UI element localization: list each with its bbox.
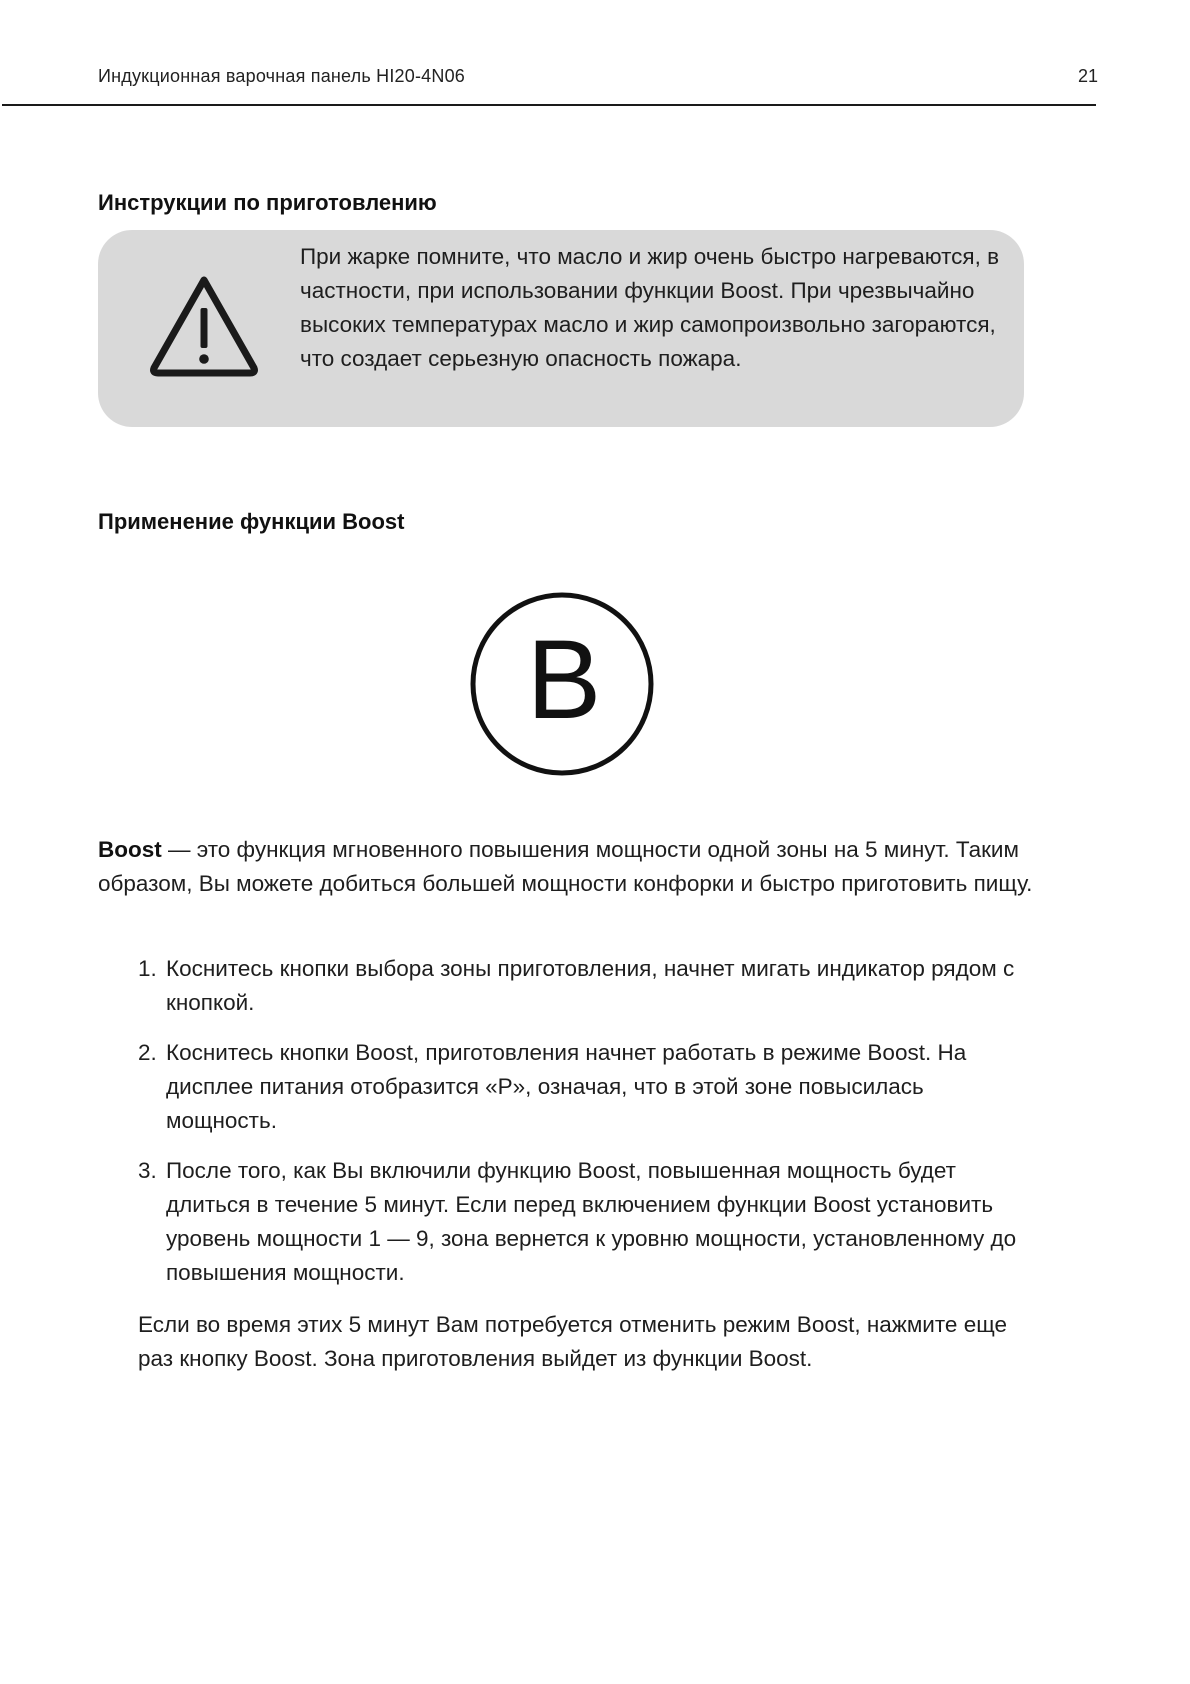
step-text: После того, как Вы включили функцию Boost, повышенная мощность будет длиться в течение 5 минут. Если перед включением функции Boost установить уровень мощности 1 — 9, зона вернется к уровню мощности, установленному до повышения мощности.	[166, 1158, 1017, 1285]
header-divider	[2, 104, 1096, 106]
boost-intro-text: — это функция мгновенного повышения мощности одной зоны на 5 минут. Таким образом, Вы можете добиться большей мощности конфорки и быстро приготовить пищу.	[98, 837, 1033, 896]
boost-section-heading: Применение функции Boost	[98, 509, 405, 534]
step-text: Коснитесь кнопки выбора зоны приготовления, начнет мигать индикатор рядом с кнопкой.	[166, 956, 1015, 1015]
warning-callout	[98, 230, 1024, 427]
boost-b-icon	[468, 590, 656, 778]
list-item	[138, 1036, 1038, 1138]
page-number: 21	[1077, 66, 1098, 86]
list-item	[138, 1154, 1038, 1290]
step-number: 1.	[138, 956, 157, 981]
document-title: Индукционная варочная панель HI20-4N06	[98, 66, 465, 86]
boost-cancel-paragraph: Если во время этих 5 минут Вам потребуется отменить режим Boost, нажмите еще раз кнопку Boost. Зона приготовления выйдет из функции Boost.	[138, 1312, 1007, 1371]
warning-triangle-icon	[146, 272, 262, 380]
step-number: 3.	[138, 1158, 157, 1183]
cooking-instructions-heading: Инструкции по приготовлению	[98, 190, 437, 215]
list-item	[138, 952, 1038, 1020]
boost-steps-list	[138, 952, 1038, 1306]
boost-symbol-letter: B	[526, 617, 602, 742]
boost-intro-paragraph	[98, 833, 1038, 901]
warning-text: При жарке помните, что масло и жир очень быстро нагреваются, в частности, при использовании функции Boost. При чрезвычайно высоких температурах масло и жир самопроизвольно загораются, что создает серьезную опасность пожара.	[300, 244, 1000, 371]
boost-intro-bold: Boost	[98, 837, 162, 862]
step-number: 2.	[138, 1040, 157, 1065]
step-text: Коснитесь кнопки Boost, приготовления начнет работать в режиме Boost. На дисплее питания отобразится «P», означая, что в этой зоне повысилась мощность.	[166, 1040, 967, 1133]
